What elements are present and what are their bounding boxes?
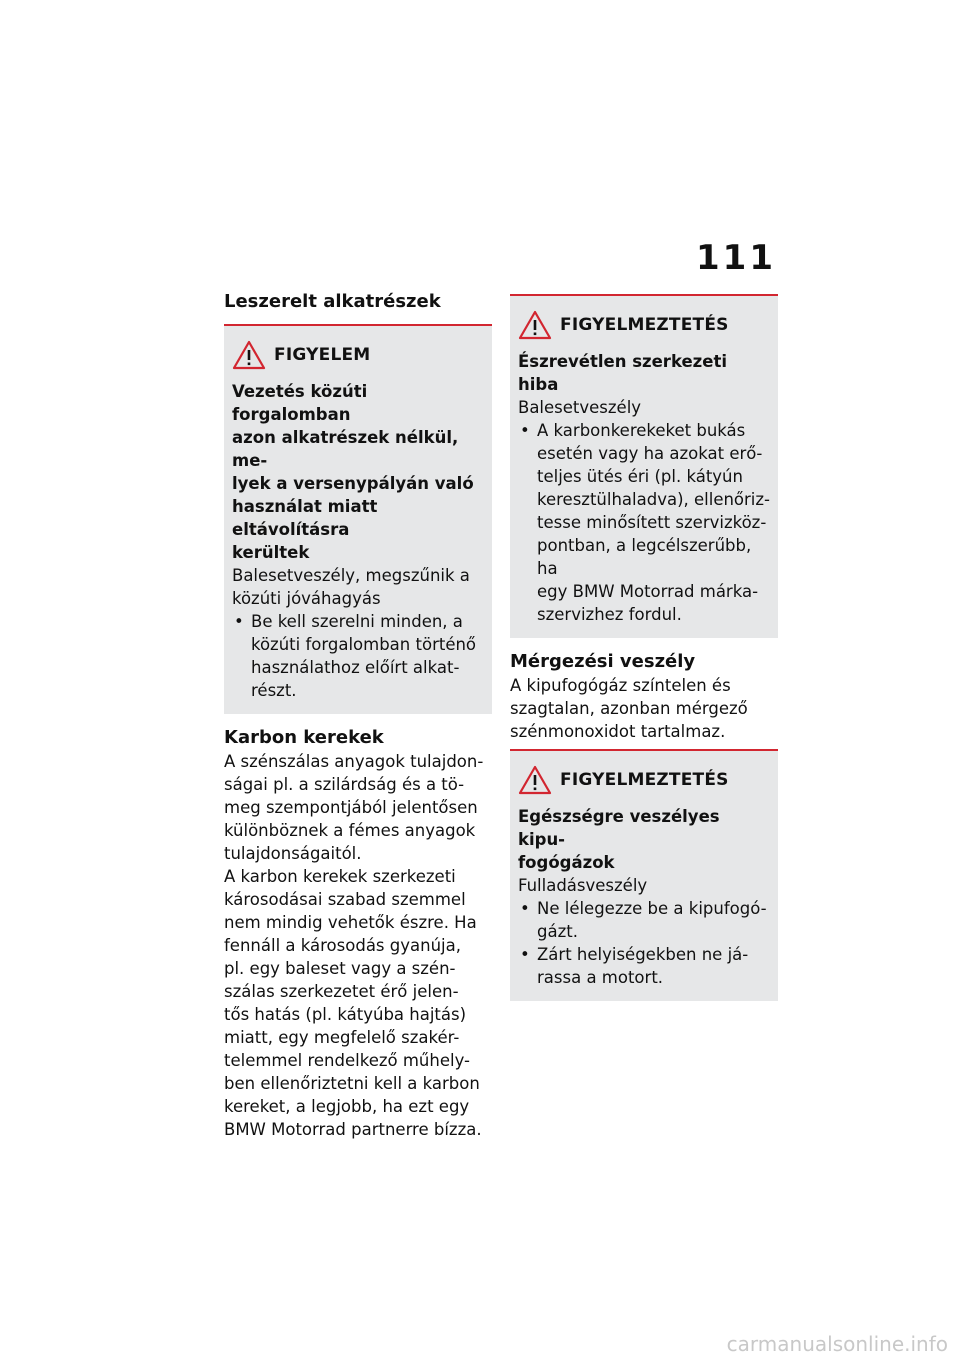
warning-bullets: [518, 419, 770, 626]
bullet-item: • Be kell szerelni minden, a közúti forgalomban történő használathoz előírt alkat- részt.: [232, 610, 484, 702]
right-column: [510, 294, 778, 1001]
bullet-item: • Ne lélegezze be a kipufogó- gázt.: [518, 897, 770, 943]
warning-label: FIGYELMEZTETÉS: [560, 315, 729, 335]
warning-bullets: [518, 897, 770, 989]
section-title-poisoning: Mérgezési veszély: [510, 651, 696, 672]
warning-subheading: Balesetveszély, megszűnik a közúti jóváhagyás: [232, 566, 470, 608]
warning-label: FIGYELMEZTETÉS: [560, 770, 729, 790]
left-column: [224, 290, 492, 1141]
section-title-removed-parts: Leszerelt alkatrészek: [224, 291, 441, 312]
watermark: carmanualsonline.info: [726, 1332, 948, 1356]
bullet-item: • Zárt helyiségekben ne já- rassa a motort.: [518, 943, 770, 989]
warning-header: [518, 310, 770, 340]
warning-box-structural: [510, 294, 778, 638]
poisoning-text: A kipufogógáz színtelen és szagtalan, azonban mérgező szénmonoxidot tartalmaz.: [510, 676, 748, 741]
warning-header: [232, 340, 484, 370]
warning-box-exhaust: [510, 749, 778, 1001]
warning-heading: Egészségre veszélyes kipu- fogógázok: [518, 807, 720, 872]
page-number: 111: [696, 238, 776, 278]
warning-heading: Észrevétlen szerkezeti hiba: [518, 352, 728, 394]
warning-header: [518, 765, 770, 795]
section-title-carbon-wheels: Karbon kerekek: [224, 727, 384, 748]
warning-label: FIGYELEM: [274, 345, 371, 365]
warning-subheading: Fulladásveszély: [518, 876, 648, 895]
warning-triangle-icon: [232, 340, 266, 370]
warning-triangle-icon: [518, 310, 552, 340]
warning-box-figyelem: [224, 324, 492, 714]
warning-bullets: [232, 610, 484, 702]
warning-triangle-icon: [518, 765, 552, 795]
warning-heading: Vezetés közúti forgalomban azon alkatrészek nélkül, me- lyek a versenypályán való használat miatt eltávolításra kerültek: [232, 382, 474, 562]
bullet-item: • A karbonkerekeket bukás esetén vagy ha azokat erő- teljes ütés éri (pl. kátyún keresztülhaladva), ellenőriz- tesse minősített szervizköz- pontban, a legcélszerűbb, ha egy BMW Motorrad márka- szervizhez fordul.: [518, 419, 770, 626]
warning-subheading: Balesetveszély: [518, 398, 642, 417]
carbon-wheels-text: A szénszálas anyagok tulajdon- ságai pl. a szilárdság és a tö- meg szempontjából jelentősen különböznek a fémes anyagok tulajdonságaitól. A karbon kerekek szerkezeti károsodásai szabad szemmel nem mindig vehetők észre. Ha fennáll a károsodás gyanúja, pl. egy baleset vagy a szén- szálas szerkezetet érő jelen- tős hatás (pl. kátyúba hajtás) miatt, egy megfelelő szakér- telemmel rendelkező műhely- ben ellenőriztetni kell a karbon kereket, a legjobb, ha ezt egy BMW Motorrad partnerre bízza.: [224, 752, 484, 1139]
